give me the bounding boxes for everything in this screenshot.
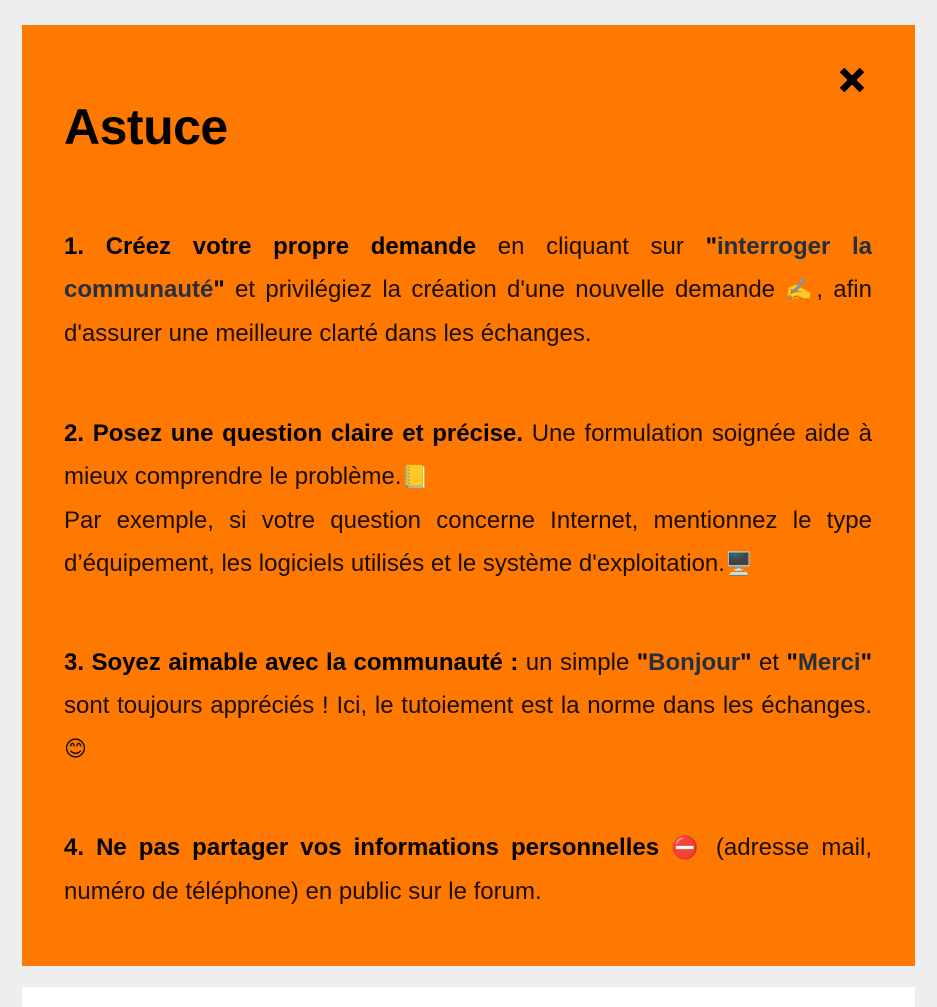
tip-3-quote2-open: " — [786, 649, 798, 676]
tip-3-text-before: un simple — [518, 649, 637, 676]
tip-1-text: en cliquant sur — [476, 233, 706, 260]
tip-2-heading: Posez une question claire et précise. — [92, 420, 523, 447]
notebook-icon: 📒 — [401, 465, 429, 490]
interroger-la-communaute-link[interactable]: interroger la communauté — [64, 233, 872, 303]
tip-2-example: Par exemple, si votre question concerne Internet, mentionnez le type d’équipement, les logiciels utilisés et le système d'exploitation. — [64, 507, 872, 577]
tip-dialog — [22, 25, 915, 966]
close-button[interactable] — [836, 64, 868, 96]
tip-3-text-after: sont toujours appréciés ! Ici, le tutoiement est la norme dans les échanges. — [64, 692, 872, 719]
tip-2-text: Une formulation soignée aide à mieux comprendre le problème. — [64, 420, 873, 490]
tip-1-text-after: et privilégiez la création d'une nouvelle demande — [224, 276, 786, 303]
tip-item-4 — [64, 826, 872, 913]
merci-text: Merci — [797, 649, 861, 676]
tip-3-number: 3. — [64, 649, 85, 676]
bonjour-text: Bonjour — [648, 649, 741, 676]
tip-3-heading: Soyez aimable avec la communauté : — [91, 649, 519, 676]
tip-1-quote-open: " — [705, 233, 717, 260]
tip-3-quote2-close: " — [860, 649, 872, 676]
tip-1-quote-close: " — [213, 276, 225, 303]
desktop-computer-icon: 🖥️ — [724, 552, 753, 577]
tip-1-heading: Créez votre propre demande — [105, 233, 477, 260]
tip-3-quote1-open: " — [636, 649, 649, 676]
tip-item-2 — [64, 412, 872, 586]
tip-4-text: (adresse mail, numéro de téléphone) en public sur le forum. — [64, 834, 872, 905]
tip-3-quote1-close: " — [740, 649, 752, 676]
tip-2-number: 2. — [64, 420, 85, 447]
tip-4-heading: Ne pas partager vos informations personnelles — [96, 834, 660, 861]
tip-item-1 — [64, 225, 872, 355]
smiling-face-icon: 😊 — [64, 737, 87, 762]
tip-3-text-middle: et — [751, 649, 787, 676]
tip-4-number: 4. — [64, 834, 85, 861]
dialog-title: Astuce — [64, 99, 228, 155]
tip-1-number: 1. — [64, 233, 85, 260]
writing-hand-icon: ✍️ — [785, 278, 817, 303]
no-entry-icon: ⛔ — [671, 836, 704, 861]
tip-item-3 — [64, 641, 872, 771]
content-panel-below — [22, 987, 915, 1007]
close-icon — [836, 64, 868, 96]
tip-1-text-end: , afin d'assurer une meilleure clarté dans les échanges. — [64, 276, 872, 347]
